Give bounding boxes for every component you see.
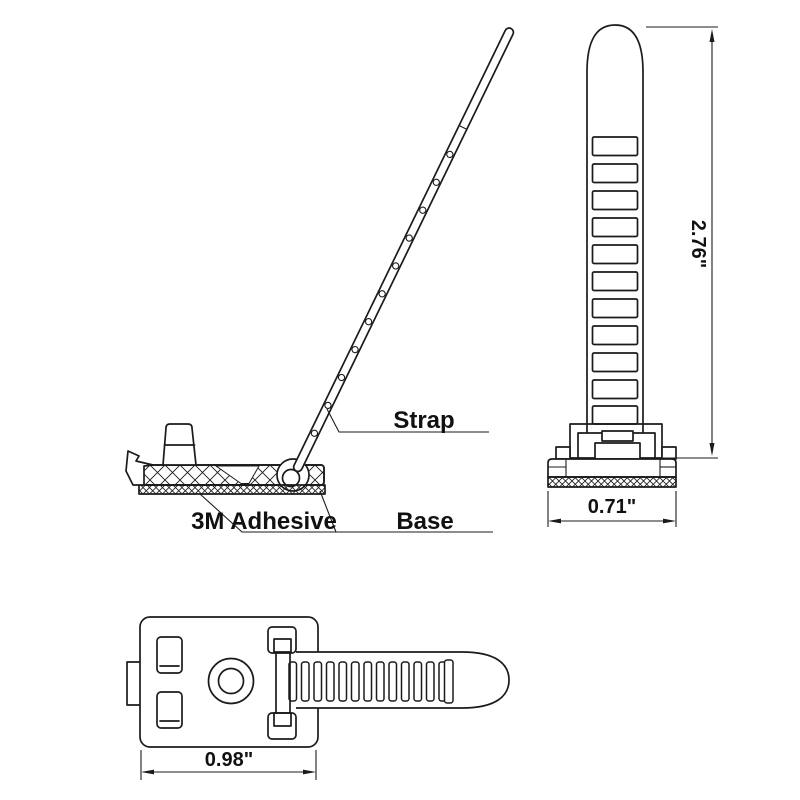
front-view-ladder-slots bbox=[593, 137, 638, 424]
dimension-base-length bbox=[141, 749, 316, 780]
top-view bbox=[127, 617, 509, 747]
side-view-post bbox=[163, 424, 196, 465]
label-strap-text: Strap bbox=[393, 407, 455, 434]
dimension-overall-height-text: 2.76" bbox=[687, 219, 709, 269]
arrowhead-up bbox=[710, 29, 715, 42]
arrowhead-left bbox=[141, 770, 154, 775]
side-view-adhesive-layer bbox=[139, 485, 325, 494]
arrowhead-right bbox=[663, 519, 676, 524]
dimension-base-width bbox=[548, 491, 676, 527]
arrowhead-down bbox=[710, 443, 715, 456]
side-view bbox=[126, 27, 515, 494]
front-view-adhesive-layer bbox=[548, 477, 676, 487]
arrowhead-left bbox=[548, 519, 561, 524]
label-strap bbox=[327, 407, 489, 434]
label-base bbox=[396, 508, 453, 535]
front-view bbox=[548, 25, 676, 487]
dimension-base-width-text: 0.71" bbox=[587, 496, 637, 518]
label-adhesive-text: 3M Adhesive bbox=[191, 508, 337, 535]
dimension-overall-height bbox=[646, 27, 718, 458]
label-base-text: Base bbox=[396, 508, 454, 535]
dimension-base-length-text: 0.98" bbox=[204, 749, 254, 771]
front-view-buckle bbox=[556, 424, 676, 459]
side-view-strap bbox=[292, 27, 515, 473]
side-view-pivot-hole bbox=[283, 470, 300, 487]
arrowhead-right bbox=[303, 770, 316, 775]
top-view-strap-slots bbox=[289, 660, 453, 703]
front-view-base bbox=[548, 459, 676, 477]
